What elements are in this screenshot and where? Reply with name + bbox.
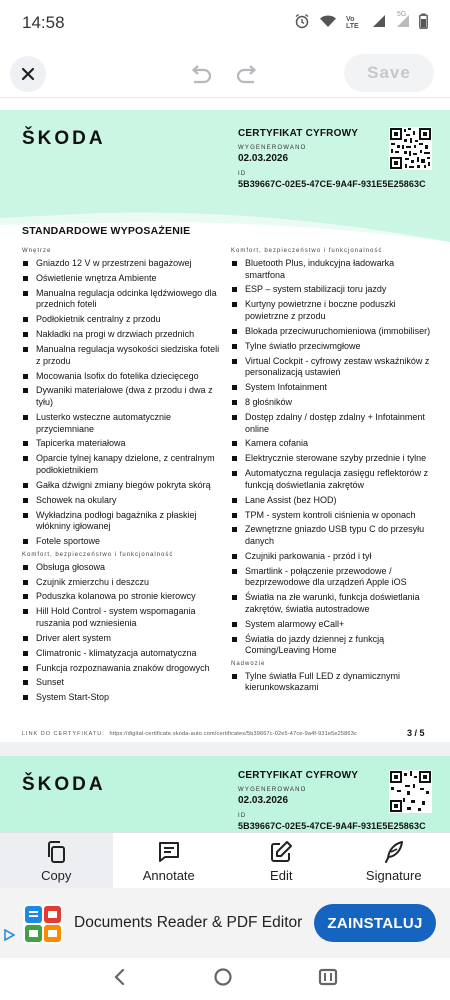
list-item: Wykładzina podłogi bagażnika z płaskiej włókniny igłowanej <box>22 510 222 533</box>
certificate-link-row <box>22 731 357 737</box>
list-item: Blokada przeciwuruchomieniowa (immobiliser) <box>231 326 431 338</box>
interior-list <box>22 258 222 548</box>
certificate-link[interactable]: https://digital-certificate.skoda-auto.com/certificates/5b39667c-02e5-47ce-9a4f-931e5e25863c <box>109 731 357 737</box>
undo-icon <box>189 64 213 84</box>
list-item: Mocowania Isofix do fotelika dziecięcego <box>22 371 222 383</box>
wifi-icon <box>319 14 337 33</box>
list-item: Oparcie tylnej kanapy dzielone, z centralnym podłokietnikiem <box>22 453 222 476</box>
edit-label: Edit <box>270 867 293 883</box>
equipment-right-column <box>231 248 431 697</box>
list-item: Driver alert system <box>22 633 222 645</box>
list-item: Dostęp zdalny / dostęp zdalny + Infotainment online <box>231 412 431 435</box>
comfort-list-left <box>22 562 222 704</box>
list-item: Fotele sportowe <box>22 536 222 548</box>
comfort-list-right <box>231 258 431 657</box>
editor-toolbar <box>0 46 450 98</box>
signal-icon <box>371 14 386 33</box>
group-label-body: Nadwozie <box>231 660 266 667</box>
list-item: Gniazdo 12 V w przestrzeni bagażowej <box>22 258 222 270</box>
redo-icon <box>235 64 259 84</box>
list-item: Sunset <box>22 677 222 689</box>
net-text: 5G <box>397 10 407 18</box>
next-generated-label: WYGENEROWANO <box>238 787 307 793</box>
alarm-icon <box>294 13 310 34</box>
link-label: LINK DO CERTYFIKATU: <box>22 731 105 737</box>
battery-icon <box>419 13 428 34</box>
volte-text: Vo LTE <box>346 16 359 30</box>
group-label-comfort: Komfort, bezpieczeństwo i funkcjonalność <box>22 551 174 558</box>
list-item: Dywaniki materiałowe (dwa z przodu i dwa z tyłu) <box>22 385 222 408</box>
annotate-action[interactable] <box>113 833 226 889</box>
home-nav-icon[interactable] <box>213 967 233 992</box>
bottom-action-bar <box>0 832 450 888</box>
next-page <box>0 756 450 832</box>
app-icon <box>23 904 63 944</box>
list-item: Smartlink - połączenie przewodowe / bezprzewodowe dla urządzeń Apple iOS <box>231 566 431 589</box>
generated-date: 02.03.2026 <box>238 153 289 164</box>
certificate-header <box>0 110 450 242</box>
volte-icon <box>346 16 362 30</box>
list-item: System alarmowy eCall+ <box>231 619 431 631</box>
copy-label: Copy <box>41 867 72 883</box>
body-list <box>231 671 431 694</box>
annotate-icon <box>157 840 181 864</box>
qr-code <box>389 127 432 170</box>
system-nav-bar <box>0 958 450 1000</box>
id-label: ID <box>238 171 247 177</box>
edit-icon <box>269 840 293 864</box>
recents-nav-icon[interactable] <box>318 968 338 991</box>
list-item: Czujniki parkowania - przód i tył <box>231 551 431 563</box>
annotate-label: Annotate <box>142 867 195 883</box>
list-item: Schowek na okulary <box>22 495 222 507</box>
generated-label: WYGENEROWANO <box>238 145 307 151</box>
list-item: Virtual Cockpit - cyfrowy zestaw wskaźników z personalizacją ustawień <box>231 356 431 379</box>
list-item: Manualna regulacja wysokości siedziska foteli z przodu <box>22 344 222 367</box>
section-title: STANDARDOWE WYPOSAŻENIE <box>22 225 191 237</box>
certificate-title: CERTYFIKAT CYFROWY <box>238 128 359 139</box>
list-item: Obsługa głosowa <box>22 562 222 574</box>
list-item: Automatyczna regulacja zasięgu reflektorów z funkcją doświetlania zakrętów <box>231 468 431 491</box>
list-item: Podłokietnik centralny z przodu <box>22 314 222 326</box>
list-item: Poduszka kolanowa po stronie kierowcy <box>22 591 222 603</box>
list-item: Kurtyny powietrzne i boczne poduszki powietrzne z przodu <box>231 299 431 322</box>
list-item: Czujnik zmierzchu i deszczu <box>22 577 222 589</box>
equipment-left-column <box>22 248 222 707</box>
list-item: Zewnętrzne gniazdo USB typu C do przesyłu danych <box>231 524 431 547</box>
ad-choices-icon[interactable] <box>3 928 15 946</box>
group-label-comfort: Komfort, bezpieczeństwo i funkcjonalność <box>231 248 383 254</box>
list-item: ESP – system stabilizacji toru jazdy <box>231 284 431 296</box>
list-item: System Start-Stop <box>22 692 222 704</box>
skoda-logo: ŠKODA <box>22 128 106 149</box>
ad-banner[interactable] <box>0 888 450 958</box>
save-button[interactable]: Save <box>344 54 434 92</box>
document-page <box>0 98 450 742</box>
next-id-label: ID <box>238 813 247 819</box>
list-item: Tapicerka materiałowa <box>22 438 222 450</box>
list-item: Funkcja rozpoznawania znaków drogowych <box>22 663 222 675</box>
list-item: 8 głośników <box>231 397 431 409</box>
list-item: Światła do jazdy dziennej z funkcją Coming/Leaving Home <box>231 634 431 657</box>
list-item: Gałka dźwigni zmiany biegów pokryta skórą <box>22 480 222 492</box>
next-certificate-title: CERTYFIKAT CYFROWY <box>238 770 359 781</box>
list-item: TPM - system kontroli ciśnienia w oponach <box>231 510 431 522</box>
undo-button[interactable] <box>186 60 216 88</box>
list-item: Hill Hold Control - system wspomagania ruszania pod wzniesienia <box>22 606 222 629</box>
next-generated-date: 02.03.2026 <box>238 795 289 806</box>
list-item: Climatronic - klimatyzacja automatyczna <box>22 648 222 660</box>
list-item: Manualna regulacja odcinka lędźwiowego dla przednich foteli <box>22 288 222 311</box>
list-item: Lusterko wsteczne automatycznie przyciemniane <box>22 412 222 435</box>
page-indicator: 3 / 5 <box>407 728 425 738</box>
install-button[interactable]: ZAINSTALUJ <box>314 904 436 942</box>
back-nav-icon[interactable] <box>112 968 128 991</box>
document-viewer[interactable] <box>0 98 450 832</box>
list-item: Nakładki na progi w drzwiach przednich <box>22 329 222 341</box>
next-qr-code <box>389 770 432 813</box>
next-certificate-id: 5B39667C-02E5-47CE-9A4F-931E5E25863C <box>238 821 426 831</box>
list-item: Lane Assist (bez HOD) <box>231 495 431 507</box>
signal-5g-icon <box>395 10 410 33</box>
skoda-logo-next: ŠKODA <box>22 774 106 795</box>
copy-action[interactable] <box>0 833 113 889</box>
certificate-id: 5B39667C-02E5-47CE-9A4F-931E5E25863C <box>238 179 426 189</box>
signature-label: Signature <box>365 867 422 883</box>
redo-button[interactable] <box>232 60 262 88</box>
ad-title: Documents Reader & PDF Editor <box>74 914 303 931</box>
list-item: Elektrycznie sterowane szyby przednie i tylne <box>231 453 431 465</box>
status-time: 14:58 <box>22 13 65 32</box>
copy-icon <box>45 840 67 864</box>
group-label-interior: Wnętrze <box>22 248 52 254</box>
edit-action[interactable] <box>225 833 338 889</box>
list-item: Tylne światło przeciwmgłowe <box>231 341 431 353</box>
list-item: Kamera cofania <box>231 438 431 450</box>
next-certificate-header <box>0 756 450 832</box>
list-item: Tylne światła Full LED z dynamicznymi kierunkowskazami <box>231 671 431 694</box>
page-separator <box>0 742 450 756</box>
list-item: Bluetooth Plus, indukcyjna ładowarka smartfona <box>231 258 431 281</box>
close-icon <box>21 67 35 81</box>
close-button[interactable] <box>10 56 46 92</box>
status-icons <box>294 10 428 34</box>
list-item: System Infotainment <box>231 382 431 394</box>
signature-action[interactable] <box>338 833 450 889</box>
list-item: Światła na złe warunki, funkcja doświetlania zakrętów, światła autostradowe <box>231 592 431 615</box>
status-bar <box>0 0 450 46</box>
list-item: Oświetlenie wnętrza Ambiente <box>22 273 222 285</box>
signature-icon <box>382 840 406 864</box>
